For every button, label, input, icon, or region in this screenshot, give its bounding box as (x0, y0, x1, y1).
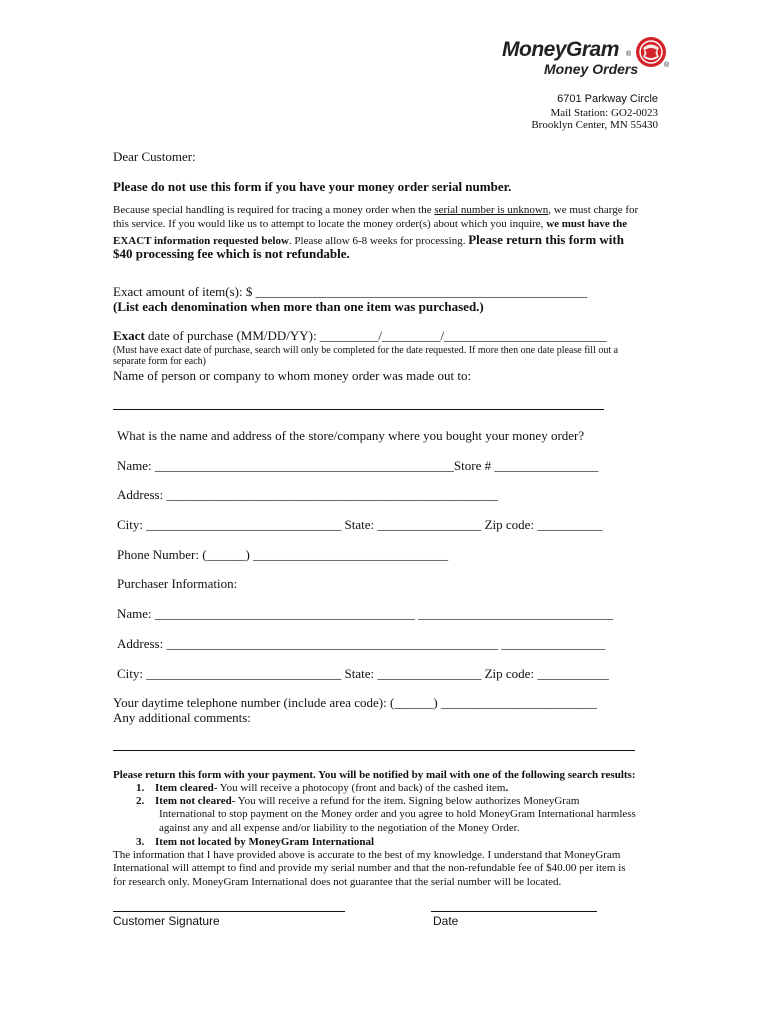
intro-line-2 (113, 218, 627, 230)
purchaser-heading: Purchaser Information: (117, 576, 238, 591)
result-text: You will receive a refund for the item. Signing below authorizes MoneyGram (235, 795, 580, 807)
signature-line[interactable] (113, 911, 345, 912)
amount-note: (List each denomination when more than one item was purchased.) (113, 299, 484, 314)
moneygram-logo (502, 38, 672, 82)
date-label: Date (433, 914, 459, 928)
store-phone-field[interactable]: Phone Number: (______) ______________________________ (117, 547, 449, 562)
address-line-3: Brooklyn Center, MN 55430 (531, 119, 658, 131)
closing-line-3: for research only. MoneyGram International does not guarantee that the serial number will be located. (113, 876, 562, 888)
result-item-3 (136, 836, 374, 848)
purchase-date-field[interactable] (113, 328, 607, 344)
result-title: Item cleared- (155, 782, 218, 794)
date-note-1: (Must have exact date of purchase, search will only be completed for the date requested. If more then one date please fill out a (113, 345, 619, 356)
result-text-end: . (505, 782, 509, 794)
greeting: Dear Customer: (113, 149, 196, 164)
store-name-field[interactable]: Name: ______________________________________________Store # ________________ (117, 458, 599, 473)
date-label-bold: Exact (113, 328, 145, 343)
result-number: 3. (136, 836, 145, 848)
date-label: date of purchase (MM/DD/YY): _________/_________/_________________________ (144, 328, 607, 343)
signature-label: Customer Signature (113, 914, 220, 928)
intro-bold-text: Please return this form with (468, 232, 624, 247)
globe-icon (634, 35, 668, 69)
intro-bold-text: EXACT information requested below (113, 235, 289, 247)
intro-text: , we must charge for (548, 204, 639, 216)
logo-sub-text: Money Orders (544, 61, 639, 77)
comments-label: Any additional comments: (113, 710, 251, 725)
result-item-2 (136, 795, 579, 807)
address-line-1: 6701 Parkway Circle (557, 93, 658, 105)
intro-line-4: $40 processing fee which is not refundable. (113, 246, 350, 261)
result-item-1 (136, 782, 508, 794)
results-heading: Please return this form with your payment. You will be notified by mail with one of the following search results: (113, 769, 636, 781)
intro-line-1 (113, 204, 638, 216)
intro-bold-text: we must have the (546, 218, 628, 230)
result-title: Item not located by MoneyGram International (155, 836, 375, 848)
purchaser-city-field[interactable]: City: ______________________________ State: ________________ Zip code: ___________ (117, 666, 609, 681)
purchaser-name-field[interactable]: Name: ________________________________________ ______________________________ (117, 606, 614, 621)
logo-brand-text: MoneyGram (502, 38, 619, 61)
intro-text: . Please allow 6-8 weeks for processing. (288, 235, 469, 247)
store-question: What is the name and address of the store/company where you bought your money order? (117, 428, 585, 443)
date-line[interactable] (431, 911, 597, 912)
payee-input-line[interactable] (113, 409, 604, 410)
result-number: 2. (136, 795, 145, 807)
address-line-2: Mail Station: GO2-0023 (550, 107, 658, 119)
result-item-2-line-2: International to stop payment on the Money order and you agree to hold MoneyGram International harmless (159, 808, 636, 820)
purchaser-address-field[interactable]: Address: ___________________________________________________ ________________ (117, 636, 606, 651)
result-item-2-line-3: against any and all expense and/or liability to the negotiation of the Money Order. (159, 822, 520, 834)
serial-warning: Please do not use this form if you have your money order serial number. (113, 179, 512, 194)
result-text: You will receive a photocopy (front and back) of the cashed item (217, 782, 506, 794)
logo-reg-mark: ® (626, 51, 632, 58)
result-number: 1. (136, 782, 145, 794)
logo-reg-mark-2: ® (664, 62, 670, 69)
intro-text: Because special handling is required for tracing a money order when the (113, 204, 435, 216)
closing-line-2: International will attempt to find and provide my serial number and that the non-refundable fee of $40.00 per item is (113, 862, 626, 874)
intro-underlined-text: serial number is unknown (434, 204, 549, 216)
intro-text: this service. If you would like us to attempt to locate the money order(s) about which you inquire, (113, 218, 547, 230)
amount-field[interactable]: Exact amount of item(s): $ ___________________________________________________ (113, 284, 588, 299)
comments-input-line[interactable] (113, 750, 635, 751)
daytime-phone-field[interactable]: Your daytime telephone number (include area code): (______) ________________________ (113, 695, 597, 710)
store-city-field[interactable]: City: ______________________________ State: ________________ Zip code: __________ (117, 517, 603, 532)
payee-label: Name of person or company to whom money order was made out to: (113, 368, 472, 383)
store-address-field[interactable]: Address: ___________________________________________________ (117, 487, 498, 502)
date-note-2: separate form for each) (113, 356, 206, 367)
result-title: Item not cleared- (155, 795, 236, 807)
closing-line-1: The information that I have provided above is accurate to the best of my knowledge. I understand that MoneyGram (113, 849, 621, 861)
